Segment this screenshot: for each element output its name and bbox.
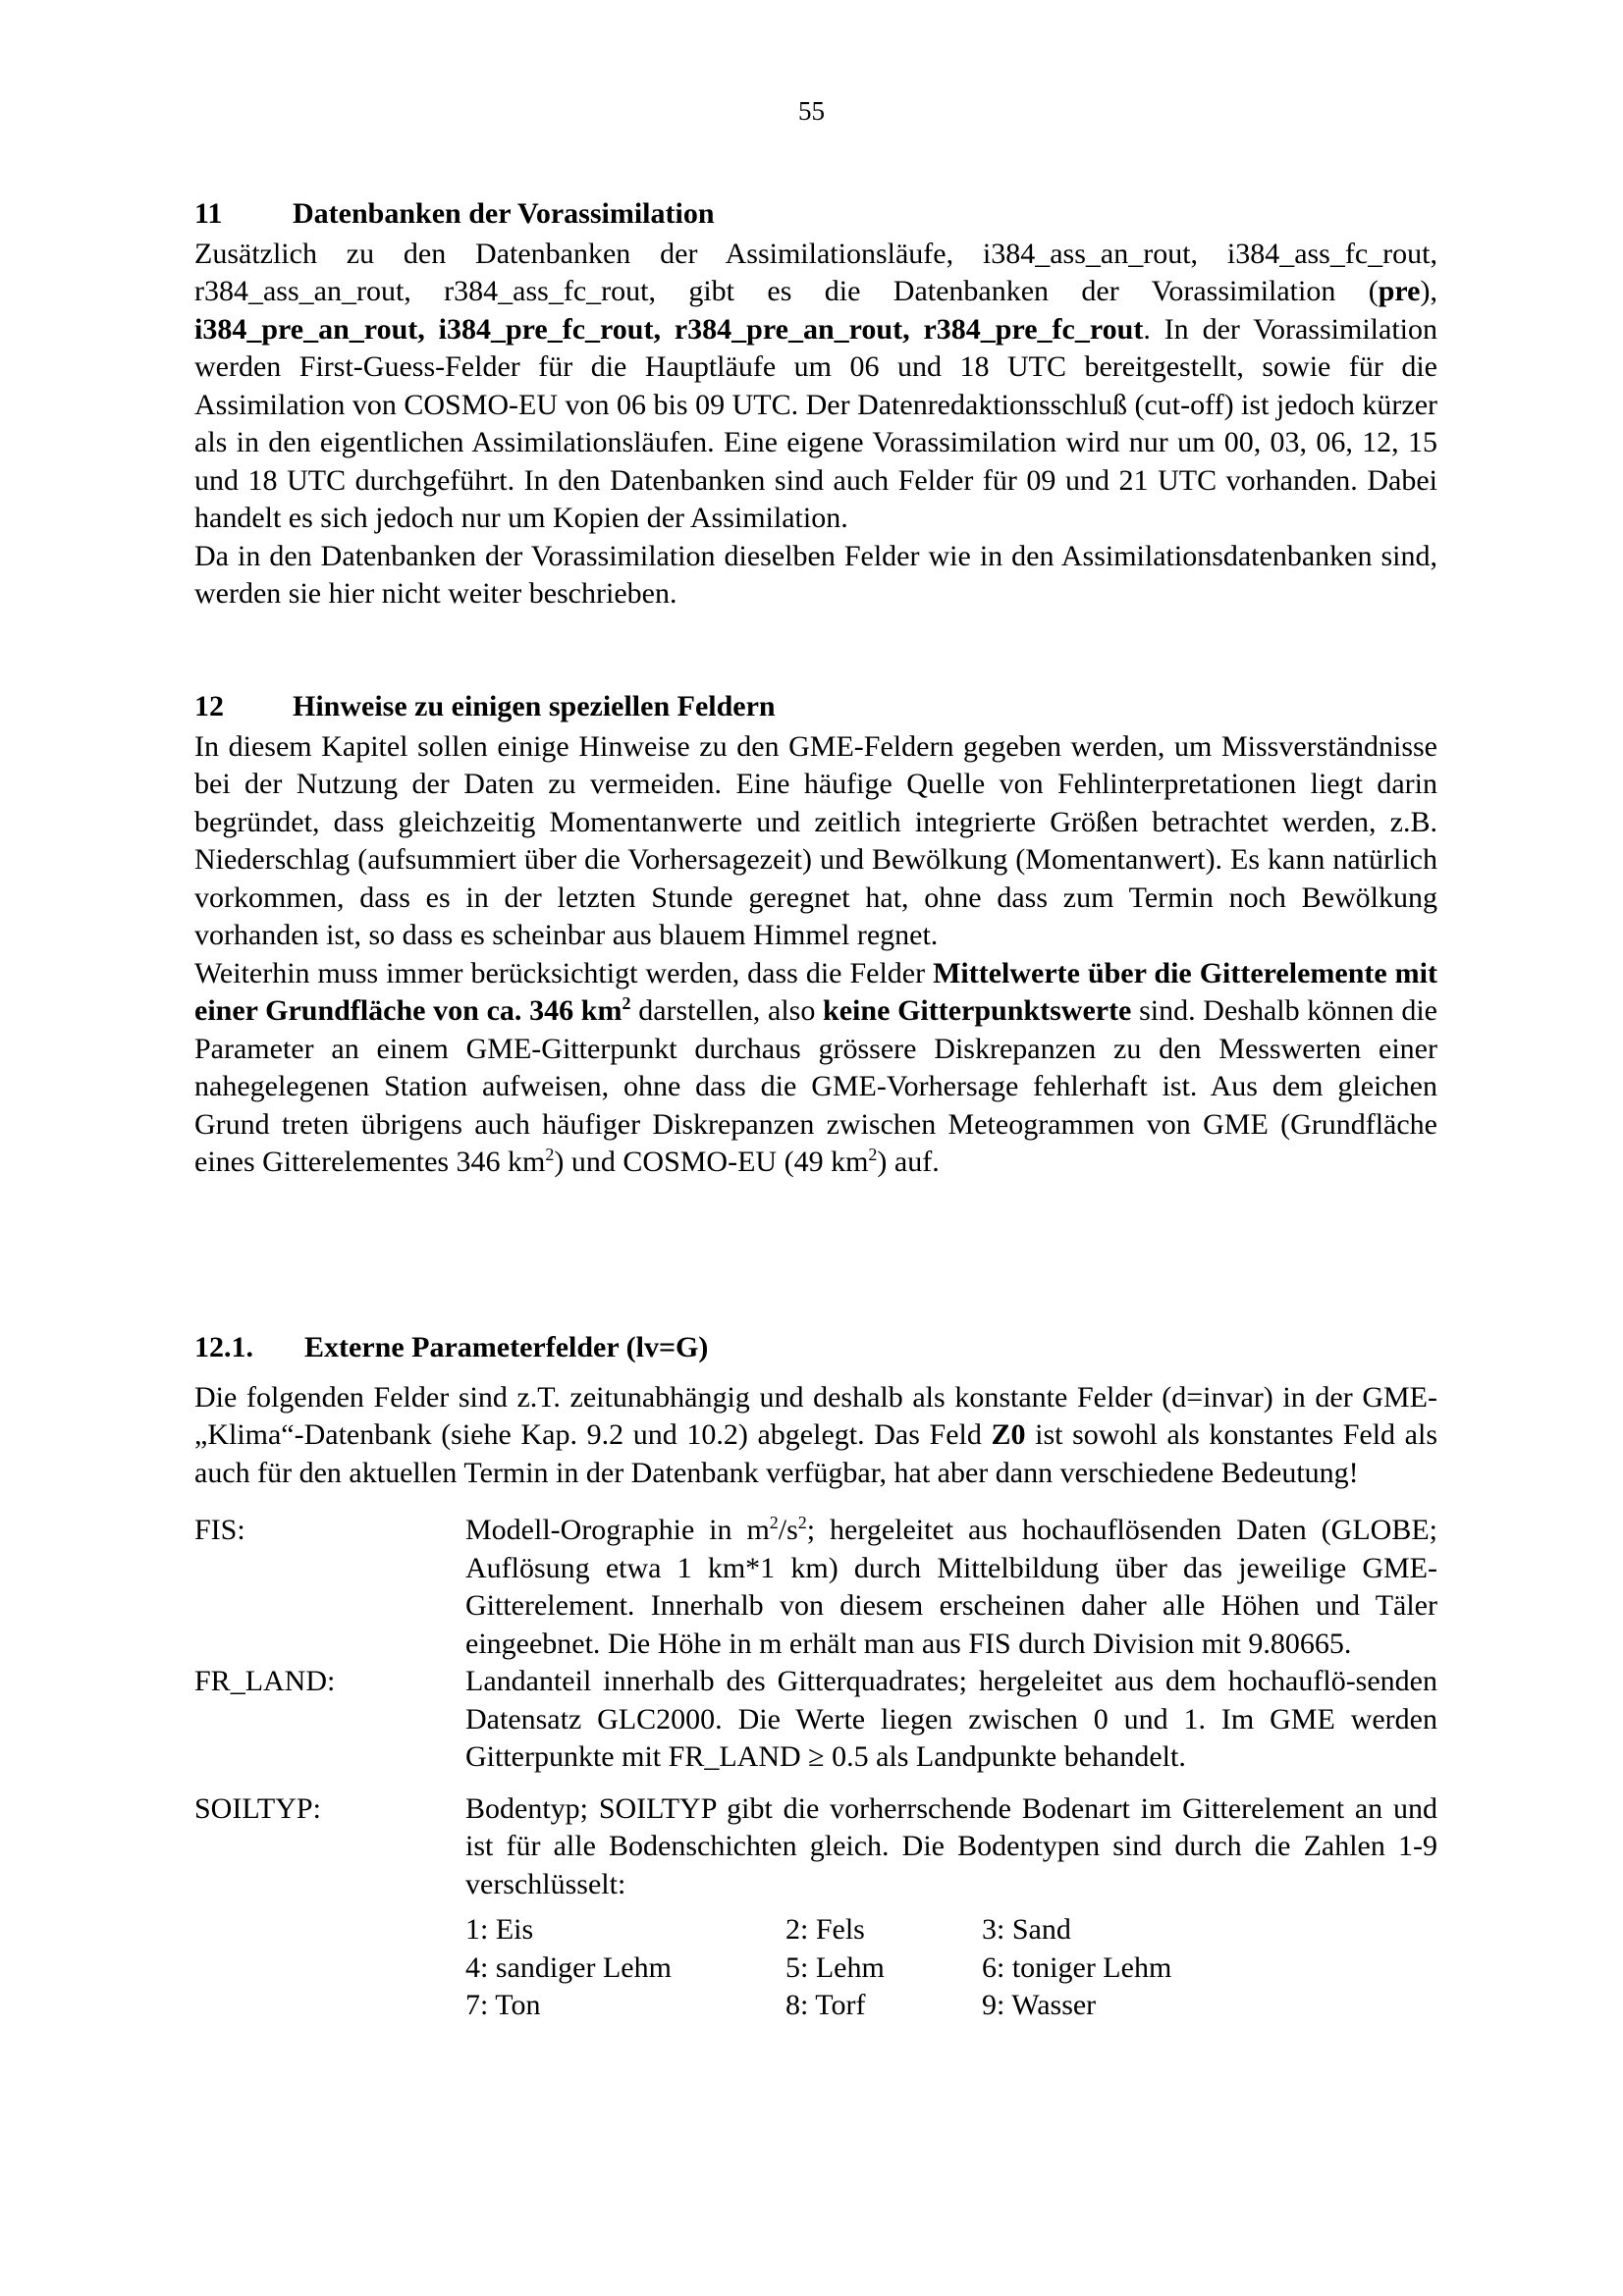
paragraph (194, 1379, 1437, 1493)
superscript: 2 (545, 1145, 555, 1164)
soil-type: 3: Sand (982, 1913, 1071, 1946)
section-12-1 (194, 1329, 1437, 2025)
paragraph: In diesem Kapitel sollen einige Hinweise zu den GME-Feldern gegeben werden, um Missverständnisse bei der Nutzung der Daten zu vermeiden. Eine häufige Quelle von Fehlinterpretationen liegt darin begründet, dass gleichzeitig Momentanwerte und zeitlich integrierte Größen betrachtet werden, z.B. Niederschlag (aufsummiert über die Vorhersagezeit) und Bewölkung (Momentanwert). Es kann natürlich vorkommen, dass es in der letzten Stunde geregnet hat, ohne dass zum Termin noch Bewölkung vorhanden ist, so dass es scheinbar aus blauem Himmel regnet. (194, 729, 1437, 951)
section-number: 12.1. (194, 1331, 253, 1363)
soil-type-table (465, 1911, 1437, 2025)
section-12-heading (194, 688, 1437, 726)
paragraph: Da in den Datenbanken der Vorassimilation dieselben Felder wie in den Assimilationsdatenbanken sind, werden sie hier nicht weiter beschrieben. (194, 539, 1437, 610)
section-title: Datenbanken der Vorassimilation (293, 197, 715, 230)
text: darstellen, also (630, 994, 824, 1027)
soil-type: 1: Eis (465, 1913, 534, 1946)
superscript: 2 (769, 1513, 779, 1532)
definition-term: FIS: (194, 1514, 245, 1546)
soil-type: 5: Lehm (785, 1950, 885, 1984)
soil-type: 2: Fels (785, 1913, 865, 1946)
definition-soiltyp (194, 1790, 1437, 2025)
bold-text: Z0 (991, 1418, 1026, 1451)
section-11-heading (194, 195, 1437, 234)
bold-text: pre (1378, 275, 1421, 307)
superscript: 2 (622, 993, 631, 1013)
text: . In der Vorassimilation werden First-Guess-Felder für die Hauptläufe um 06 und 18 UTC bereitgestellt, sowie für die Assimilation von COSMO-EU von 06 bis 09 UTC. Der Datenredaktionsschluß (cut-off) ist jedoch kürzer als in den eigentlichen Assimilationsläufen. Eine eigene Vorassimilation wird nur um 00, 03, 06, 12, 15 und 18 UTC durchgeführt. In den Datenbanken sind auch Felder für 09 und 21 UTC vorhanden. Dabei handelt es sich jedoch nur um Kopien der Assimilation. (194, 312, 1437, 534)
paragraph (194, 955, 1437, 1182)
bold-text: keine Gitterpunktswerte (823, 994, 1132, 1027)
text: Mittelwerte über die Gitterelemente mit einer Grundfläche von ca. 346 km (194, 956, 1437, 1027)
definition-description (465, 1790, 1437, 2025)
text: ), (1420, 275, 1437, 307)
superscript: 2 (797, 1513, 807, 1532)
soil-type: 4: sandiger Lehm (465, 1950, 672, 1984)
text: ) und COSMO-EU (49 km (554, 1146, 869, 1178)
text: ) auf. (877, 1146, 940, 1178)
text: ist sowohl als konstantes Feld als auch für den aktuellen Termin in der Datenbank verfügbar, hat aber dann verschiedene Bedeutung! (194, 1418, 1437, 1489)
text: Die folgenden Felder sind z.T. zeitunabhängig und deshalb als konstante Felder (d=invar) in der GME-„Klima“-Datenbank (siehe Kap. 9.2 und 10.2) abgelegt. Das Feld (194, 1380, 1437, 1451)
page-number: 55 (798, 96, 825, 126)
definition-description: Landanteil innerhalb des Gitterquadrates; hergeleitet aus dem hochauflö-senden Datensatz GLC2000. Die Werte liegen zwischen 0 und 1. Im GME werden Gitterpunkte mit FR_LAND ≥ 0.5 als Landpunkte behandelt. (465, 1665, 1437, 1773)
paragraph (194, 236, 1437, 538)
definition-description (465, 1512, 1437, 1663)
text: Zusätzlich zu den Datenbanken der Assimilationsläufe, i384_ass_an_rout, i384_ass_fc_rout, r384_ass_an_rout, r384_ass_fc_rout, gibt es die Datenbanken der Vorassimilation ( (194, 237, 1437, 307)
superscript: 2 (868, 1145, 878, 1164)
definition-term: SOILTYP: (194, 1791, 321, 1825)
definition-fr-land (194, 1663, 1437, 1777)
soil-type: 9: Wasser (982, 1989, 1097, 2021)
text: Bodentyp; SOILTYP gibt die vorherrschende Bodenart im Gitterelement an und ist für alle Bodenschichten gleich. Die Bodentypen sind durch die Zahlen 1-9 verschlüsselt: (465, 1791, 1437, 1900)
section-12 (194, 688, 1437, 1182)
section-11 (194, 195, 1437, 614)
section-number: 11 (194, 197, 223, 230)
text: Modell-Orographie in m (465, 1514, 770, 1546)
definition-term: FR_LAND: (194, 1665, 336, 1697)
text: ; hergeleitet aus hochauflösenden Daten (GLOBE; Auflösung etwa 1 km*1 km) durch Mittelbildung über das jeweilige GME-Gitterelement. Innerhalb von diesem erscheinen daher alle Höhen und Täler eingeebnet. Die Höhe in m erhält man aus FIS durch Division mit 9.80665. (465, 1514, 1437, 1660)
text: Weiterhin muss immer berücksichtigt werden, dass die Felder (194, 956, 934, 989)
soil-type: 8: Torf (785, 1989, 866, 2021)
section-number: 12 (194, 690, 224, 722)
definition-list (194, 1512, 1437, 2025)
definition-fis (194, 1512, 1437, 1663)
section-title: Externe Parameterfelder (lv=G) (304, 1331, 709, 1363)
bold-text: i384_pre_an_rout, i384_pre_fc_rout, r384_pre_an_rout, r384_pre_fc_rout (194, 312, 1144, 346)
section-title: Hinweise zu einigen speziellen Feldern (293, 690, 776, 722)
soil-type: 6: toniger Lehm (982, 1950, 1172, 1984)
text: sind. Deshalb können die Parameter an einem GME-Gitterpunkt durchaus grössere Diskrepanzen zu den Messwerten einer nahegelegenen Station aufweisen, ohne dass die GME-Vorhersage fehlerhaft ist. Aus dem gleichen Grund treten übrigens auch häufiger Diskrepanzen zwischen Meteogrammen von GME (Grundfläche eines Gitterelementes 346 km (194, 994, 1437, 1178)
soil-type: 7: Ton (465, 1989, 541, 2021)
section-12-1-heading (194, 1329, 1437, 1367)
text: /s (778, 1514, 798, 1546)
